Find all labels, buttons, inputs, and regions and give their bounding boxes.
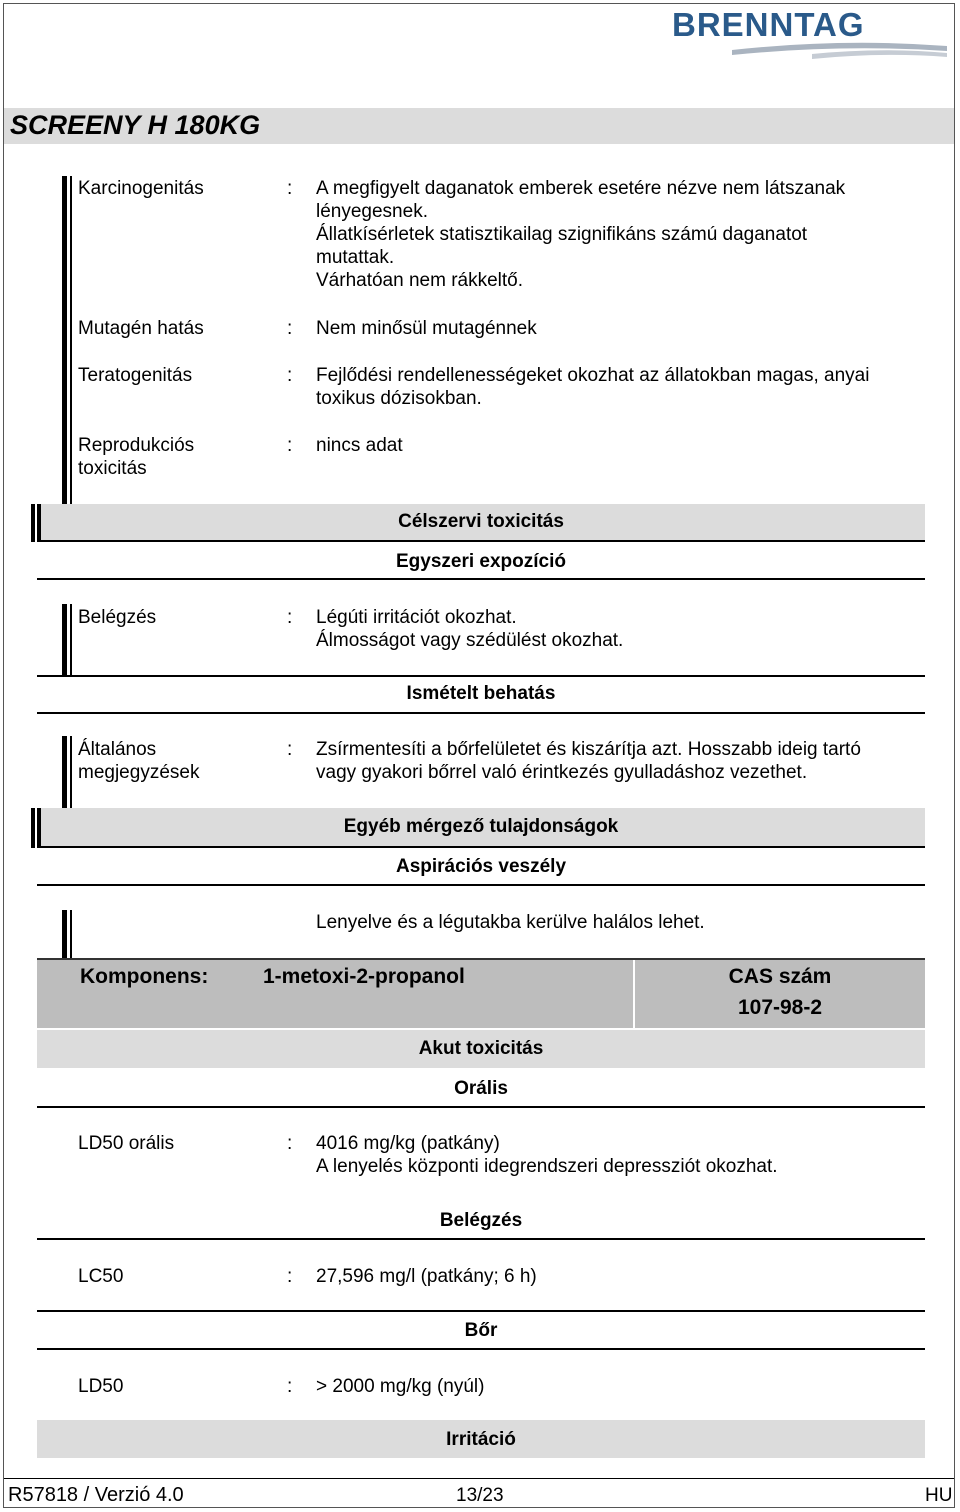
revision-bar-thin <box>70 910 72 958</box>
carcinogenicity-value-4: mutattak. <box>316 247 395 268</box>
stot-heading: Célszervi toxicitás <box>398 511 564 532</box>
revision-bar <box>62 910 67 958</box>
reproductive-label-2: toxicitás <box>78 458 147 479</box>
separator: : <box>287 1376 293 1397</box>
logo-swoosh <box>672 42 952 72</box>
ld50-label: LD50 <box>78 1376 124 1397</box>
divider <box>37 675 925 677</box>
component-name: 1-metoxi-2-propanol <box>263 965 465 988</box>
separator: : <box>287 739 293 760</box>
repeated-exposure-heading: Ismételt behatás <box>406 683 556 704</box>
mutagenicity-label: Mutagén hatás <box>78 318 204 339</box>
revision-bar <box>62 604 67 676</box>
mutagenicity-value: Nem minősül mutagénnek <box>316 318 537 339</box>
single-exposure-heading: Egyszeri expozíció <box>395 551 566 572</box>
document-version: R57818 / Verzió 4.0 <box>8 1484 184 1506</box>
ld50-oral-label: LD50 orális <box>78 1133 175 1154</box>
carcinogenicity-value-2: lényegesnek. <box>316 201 428 222</box>
teratogenicity-value-1: Fejlődési rendellenességeket okozhat az állatokban magas, anyai <box>316 365 870 386</box>
divider <box>37 578 925 580</box>
general-remarks-value-2: vagy gyakori bőrrel való érintkezés gyulladáshoz vezethet. <box>316 762 808 783</box>
inhalation-label: Belégzés <box>78 607 157 628</box>
carcinogenicity-value-3: Állatkísérletek statisztikailag szignifikáns számú daganatot <box>316 224 808 245</box>
lc50-label: LC50 <box>78 1266 124 1287</box>
carcinogenicity-label: Karcinogenitás <box>78 178 204 199</box>
separator: : <box>287 318 293 339</box>
aspiration-value: Lenyelve és a légutakba kerülve halálos lehet. <box>316 912 705 933</box>
general-remarks-label-1: Általános <box>78 739 157 760</box>
revision-bar <box>31 504 35 542</box>
irritation-heading: Irritáció <box>446 1429 516 1450</box>
reproductive-value: nincs adat <box>316 435 403 456</box>
divider <box>37 1348 925 1350</box>
revision-bar-thin <box>70 176 72 506</box>
acute-toxicity-heading: Akut toxicitás <box>418 1038 544 1059</box>
cas-value: 107-98-2 <box>737 996 823 1019</box>
cas-label: CAS szám <box>728 965 832 988</box>
teratogenicity-label: Teratogenitás <box>78 365 193 386</box>
reproductive-label-1: Reprodukciós <box>78 435 195 456</box>
ld50-oral-value-2: A lenyelés központi idegrendszeri depressziót okozhat. <box>316 1156 778 1177</box>
footer-divider <box>4 1478 954 1479</box>
divider <box>37 712 925 714</box>
lc50-value: 27,596 mg/l (patkány; 6 h) <box>316 1266 537 1287</box>
inhalation-value-2: Álmosságot vagy szédülést okozhat. <box>316 630 624 651</box>
product-title: SCREENY H 180KG <box>10 110 261 140</box>
separator: : <box>287 1266 293 1287</box>
divider <box>37 540 925 542</box>
oral-heading: Orális <box>454 1078 508 1099</box>
general-remarks-value-1: Zsírmentesíti a bőrfelületet és kiszárítja azt. Hosszabb ideig tartó <box>316 739 861 760</box>
logo-text: BRENNTAG <box>672 6 865 43</box>
revision-bar-thin <box>70 604 72 676</box>
separator: : <box>287 607 293 628</box>
other-toxic-heading: Egyéb mérgező tulajdonságok <box>343 816 619 837</box>
divider <box>37 846 925 848</box>
aspiration-heading: Aspirációs veszély <box>395 856 567 877</box>
component-label: Komponens: <box>80 965 209 988</box>
divider <box>37 1310 925 1312</box>
divider <box>37 884 925 886</box>
separator: : <box>287 435 293 456</box>
language-code: HU <box>925 1485 953 1506</box>
teratogenicity-value-2: toxikus dózisokban. <box>316 388 482 409</box>
carcinogenicity-value-5: Várhatóan nem rákkeltő. <box>316 270 524 291</box>
revision-bar <box>62 176 67 506</box>
page-number: 13/23 <box>456 1485 504 1506</box>
general-remarks-label-2: megjegyzések <box>78 762 200 783</box>
separator: : <box>287 365 293 386</box>
divider <box>37 1238 925 1240</box>
ld50-value: > 2000 mg/kg (nyúl) <box>316 1376 485 1397</box>
carcinogenicity-value-1: A megfigyelt daganatok emberek esetére nézve nem látszanak <box>316 178 846 199</box>
separator: : <box>287 178 293 199</box>
revision-bar <box>31 808 35 848</box>
separator: : <box>287 1133 293 1154</box>
revision-bar <box>62 736 67 808</box>
divider <box>37 1106 925 1108</box>
revision-bar-thin <box>70 736 72 808</box>
inhalation-value-1: Légúti irritációt okozhat. <box>316 607 517 628</box>
ld50-oral-value-1: 4016 mg/kg (patkány) <box>316 1133 500 1154</box>
skin-heading: Bőr <box>464 1320 498 1341</box>
divider <box>37 958 925 960</box>
inhalation-heading: Belégzés <box>439 1210 523 1231</box>
